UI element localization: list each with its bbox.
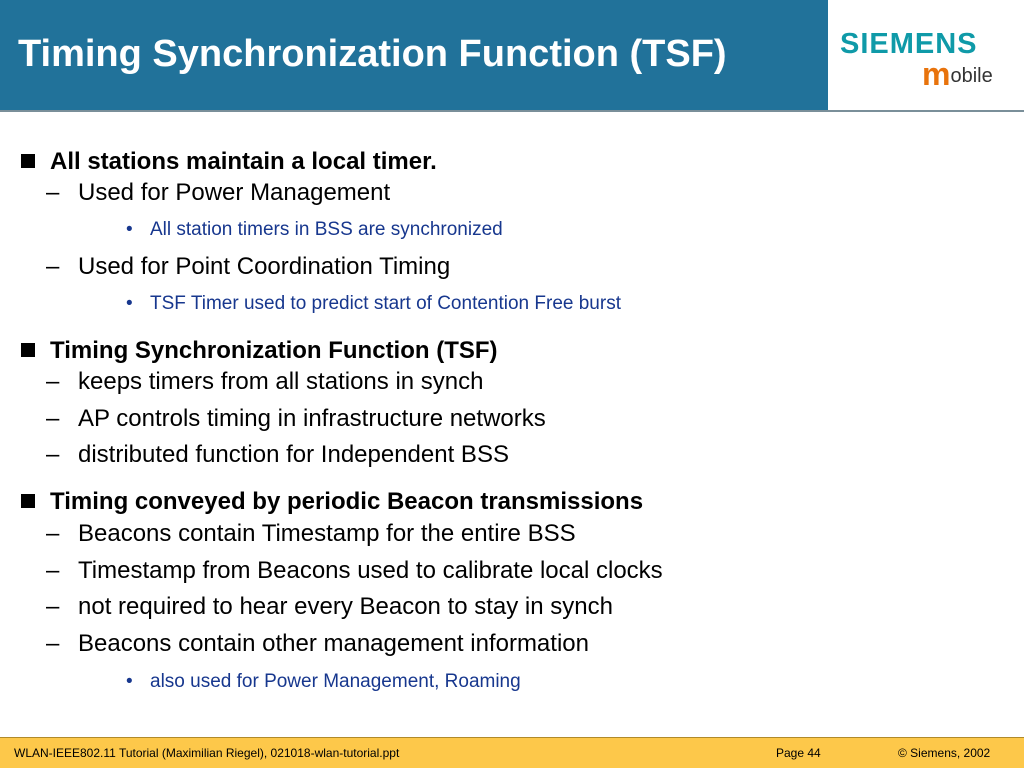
dash-bullet-icon: – — [46, 593, 60, 620]
sub-bullet-item — [126, 292, 621, 316]
bullet-heading-text: All stations maintain a local timer. — [50, 148, 437, 175]
copyright-notice: © Siemens, 2002 — [898, 746, 991, 760]
slide-header — [0, 0, 1024, 110]
slide-title: Timing Synchronization Function (TSF) — [18, 33, 727, 75]
dash-item-text: distributed function for Independent BSS — [78, 441, 509, 468]
dash-bullet-icon: – — [46, 179, 60, 206]
sub-bullet-text: TSF Timer used to predict start of Contention Free burst — [150, 293, 621, 314]
logo-sub-m: m — [922, 56, 951, 92]
dash-item — [46, 404, 546, 434]
dash-item — [46, 440, 509, 470]
sub-bullet-text: also used for Power Management, Roaming — [150, 671, 521, 692]
footer-source: WLAN-IEEE802.11 Tutorial (Maximilian Riegel), 021018-wlan-tutorial.ppt — [14, 746, 400, 760]
square-bullet-icon — [21, 343, 35, 357]
dot-bullet-icon: • — [126, 293, 133, 314]
title-bar — [0, 0, 828, 110]
square-bullet-icon — [21, 154, 35, 168]
siemens-mobile-logo — [828, 0, 1024, 110]
dash-item-text: keeps timers from all stations in synch — [78, 368, 484, 395]
dash-bullet-icon: – — [46, 405, 60, 432]
bullet-heading-text: Timing Synchronization Function (TSF) — [50, 337, 498, 364]
logo-sub — [922, 56, 993, 92]
dash-item — [46, 556, 663, 586]
dash-item — [46, 178, 391, 208]
dash-bullet-icon: – — [46, 630, 60, 657]
bullet-heading-text: Timing conveyed by periodic Beacon transmissions — [50, 488, 644, 515]
dash-item — [46, 367, 484, 397]
header-divider — [0, 110, 1024, 112]
dash-item — [46, 629, 589, 659]
dash-item — [46, 592, 613, 622]
dash-bullet-icon: – — [46, 368, 60, 395]
square-bullet-icon — [21, 494, 35, 508]
dash-item-text: Used for Power Management — [78, 179, 391, 206]
dash-item-text: Timestamp from Beacons used to calibrate local clocks — [78, 557, 663, 584]
sub-bullet-text: All station timers in BSS are synchronized — [150, 219, 503, 240]
dash-bullet-icon: – — [46, 557, 60, 584]
dash-bullet-icon: – — [46, 253, 60, 280]
logo-sub-rest: obile — [950, 65, 993, 87]
dot-bullet-icon: • — [126, 671, 133, 692]
dash-bullet-icon: – — [46, 441, 60, 468]
dot-bullet-icon: • — [126, 219, 133, 240]
bullet-heading — [50, 487, 643, 517]
dash-item-text: Used for Point Coordination Timing — [78, 253, 451, 280]
dash-bullet-icon: – — [46, 520, 60, 547]
dash-item-text: AP controls timing in infrastructure networks — [78, 405, 546, 432]
sub-bullet-item — [126, 218, 503, 242]
dash-item — [46, 519, 576, 549]
bullet-heading — [50, 336, 498, 366]
logo-brand: SIEMENS — [840, 28, 978, 60]
slide-footer — [0, 737, 1024, 768]
bullet-heading — [50, 147, 437, 177]
dash-item-text: not required to hear every Beacon to stay in synch — [78, 593, 613, 620]
page-number: Page 44 — [776, 746, 821, 760]
dash-item — [46, 252, 451, 282]
sub-bullet-item — [126, 670, 521, 694]
dash-item-text: Beacons contain Timestamp for the entire BSS — [78, 520, 576, 547]
dash-item-text: Beacons contain other management information — [78, 630, 589, 657]
